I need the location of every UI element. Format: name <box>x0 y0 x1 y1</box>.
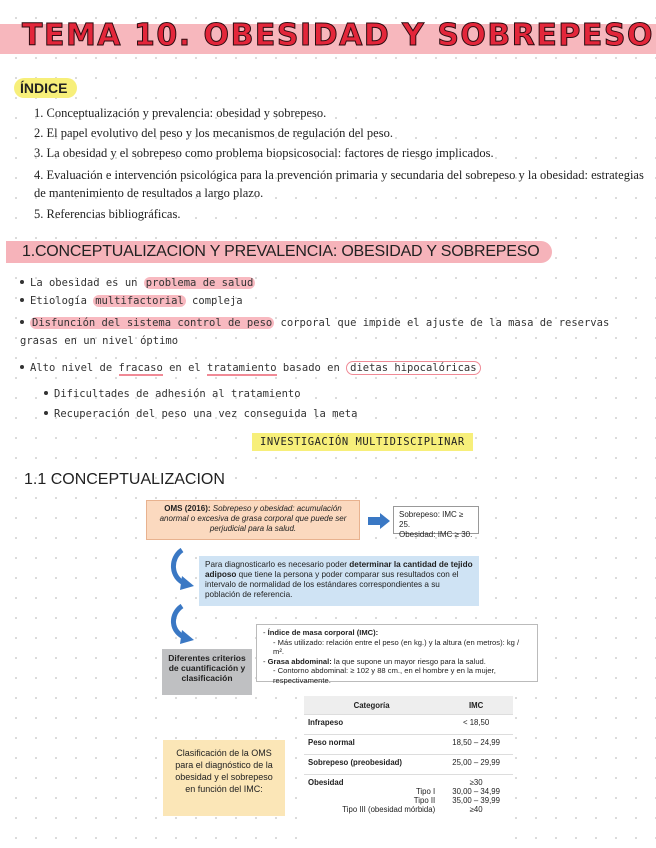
table-row: Peso normal 18,50 – 24,99 <box>304 735 513 755</box>
index-item: 5. Referencias bibliográficas. <box>34 207 181 221</box>
table-header-row: Categoría IMC <box>304 696 513 715</box>
highlight: tratamiento <box>207 362 277 374</box>
table-row: Sobrepeso (preobesidad) 25,00 – 29,99 <box>304 755 513 775</box>
curved-arrow-icon <box>166 548 196 592</box>
bullet-item: Etiología multifactorial compleja <box>20 294 243 308</box>
bullet-icon <box>20 365 24 369</box>
highlight: fracaso <box>118 362 163 374</box>
criteria-box: Diferentes criterios de cuantificación y clasificación <box>162 649 252 695</box>
oms-definition-box: OMS (2016): Sobrepeso y obesidad: acumulación anormal o excesiva de grasa corporal que puede ser perjudicial para la salud. <box>146 500 360 540</box>
section-heading: 1.CONCEPTUALIZACION Y PREVALENCIA: OBESIDAD Y SOBREPESO <box>22 243 540 260</box>
investigacion-highlight: INVESTIGACIÓN MULTIDISCIPLINAR <box>252 433 473 451</box>
curved-arrow-icon <box>166 604 196 646</box>
index-item: 4. Evaluación e intervención psicológica para la prevención primaria y secundaria del sobrepeso y la obesidad: estrategias de mantenimiento de resultados a largo plazo. <box>34 168 644 200</box>
section-heading: 1.1 CONCEPTUALIZACION <box>24 471 225 488</box>
highlight: multifactorial <box>95 295 184 307</box>
index-list <box>34 103 644 224</box>
indice-label: ÍNDICE <box>14 78 77 98</box>
table-row: Infrapeso < 18,50 <box>304 715 513 735</box>
imc-thresholds-box: Sobrepeso: IMC ≥ 25. Obesidad: IMC ≥ 30. <box>393 506 479 534</box>
arrow-right-icon <box>368 513 390 529</box>
classification-box: Clasificación de la OMS para el diagnóstico de la obesidad y el sobrepeso en función del IMC: <box>163 740 285 816</box>
index-item: 2. El papel evolutivo del peso y los mecanismos de regulación del peso. <box>34 126 393 140</box>
diagnosis-box: Para diagnosticarlo es necesario poder determinar la cantidad de tejido adiposo que tiene la persona y poder comparar sus resultados con el intervalo de normalidad de los estándares correspondientes a su población de referencia. <box>199 556 479 606</box>
bullet-icon <box>20 320 24 324</box>
imc-table <box>304 696 513 841</box>
highlight: problema de salud <box>145 277 254 289</box>
index-item: 1. Conceptualización y prevalencia: obesidad y sobrepeso. <box>34 106 327 120</box>
sub-bullet-item: Dificultades de adhesión al tratamiento <box>44 387 301 401</box>
bullet-icon <box>44 411 48 415</box>
bullet-icon <box>20 298 24 302</box>
highlight: Disfunción del sistema control de peso <box>32 317 273 329</box>
highlight: dietas hipocalóricas <box>346 361 480 375</box>
bullet-icon <box>20 280 24 284</box>
bullet-item: Alto nivel de fracaso en el tratamiento basado en dietas hipocalóricas <box>20 361 481 375</box>
table-row: Obesidad Tipo I Tipo II Tipo III (obesidad mórbida) ≥30 30,00 – 34,99 35,00 – 39,99 ≥40 <box>304 775 513 842</box>
criteria-details-box: - Índice de masa corporal (IMC): - Más utilizado: relación entre el peso (en kg.) y la altura (en metros): kg / m². - Grasa abdominal: la que supone un mayor riesgo para la salud. - Contorno abdominal: ≥ 102 y 88 cm., en el hombre y en la mujer, respectivamente. <box>256 624 538 682</box>
page-title: TEMA 10. OBESIDAD Y SOBREPESO <box>22 18 654 53</box>
index-item: 3. La obesidad y el sobrepeso como problema biopsicosocial: factores de riesgo implicados. <box>34 146 494 160</box>
bullet-item: La obesidad es un problema de salud <box>20 276 255 290</box>
sub-bullet-item: Recuperación del peso una vez conseguida la meta <box>44 407 357 421</box>
bullet-paragraph: Disfunción del sistema control de peso corporal que impide el ajuste de la masa de reservas grasas en un nivel óptimo <box>20 317 610 347</box>
bullet-icon <box>44 391 48 395</box>
